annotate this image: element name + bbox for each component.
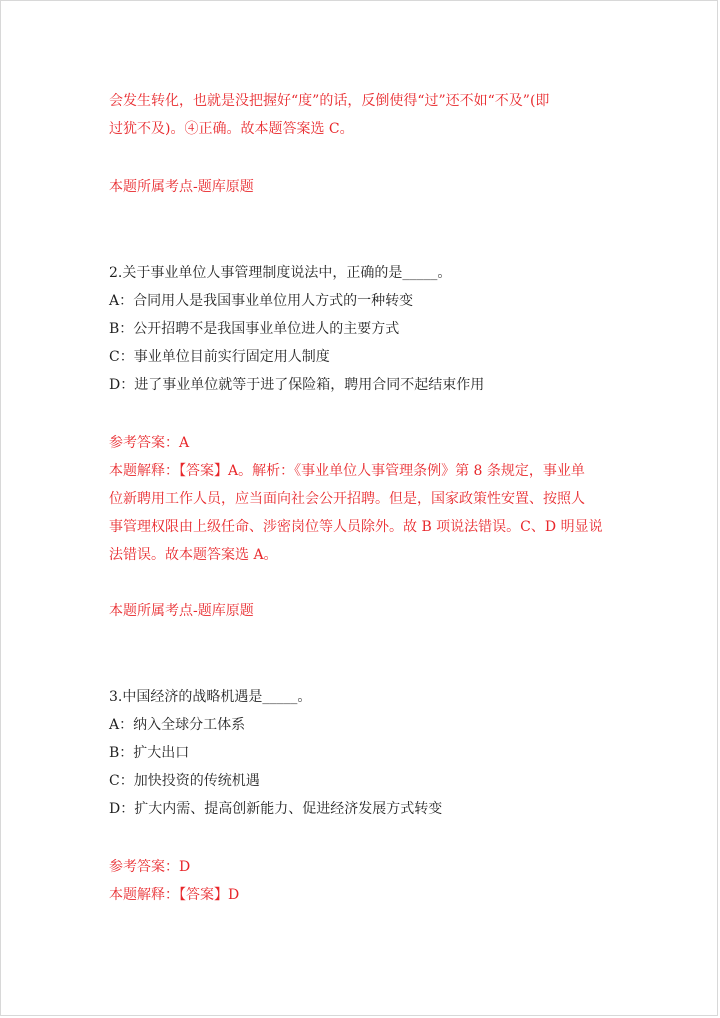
- question-2-option-c: C：事业单位目前实行固定用人制度: [109, 349, 330, 365]
- question-2-answer: 参考答案：A: [109, 435, 190, 451]
- question-3-option-d: D：扩大内需、提高创新能力、促进经济发展方式转变: [109, 801, 443, 817]
- explanation-line: 法错误。故本题答案选 A。: [109, 547, 278, 563]
- question-3-explanation: 本题解释：【答案】D: [109, 887, 240, 903]
- explanation-line: 事管理权限由上级任命、涉密岗位等人员除外。故 B 项说法错误。C、D 明显说: [109, 519, 603, 535]
- question-3-stem: 3.中国经济的战略机遇是_____。: [109, 689, 312, 705]
- prev-explanation-line: 会发生转化，也就是没把握好“度”的话，反倒使得“过”还不如“不及”(即: [109, 93, 550, 109]
- question-2-stem: 2.关于事业单位人事管理制度说法中，正确的是_____。: [109, 265, 452, 281]
- question-2-option-a: A：合同用人是我国事业单位用人方式的一种转变: [109, 293, 414, 309]
- question-3-option-c: C：加快投资的传统机遇: [109, 773, 260, 789]
- question-2-option-b: B：公开招聘不是我国事业单位进人的主要方式: [109, 321, 400, 337]
- question-3-answer: 参考答案：D: [109, 859, 191, 875]
- question-2-source-tag: 本题所属考点-题库原题: [109, 603, 254, 619]
- question-3-option-a: A：纳入全球分工体系: [109, 717, 246, 733]
- prev-explanation-line: 过犹不及)。④正确。故本题答案选 C。: [109, 121, 354, 137]
- question-2-explanation: [109, 457, 613, 569]
- explanation-line: 本题解释：【答案】A。解析：《事业单位人事管理条例》第 8 条规定，事业单: [109, 463, 585, 479]
- question-3-option-b: B：扩大出口: [109, 745, 190, 761]
- source-tag: 本题所属考点-题库原题: [109, 179, 254, 195]
- question-2-option-d: D：进了事业单位就等于进了保险箱，聘用合同不起结束作用: [109, 377, 485, 393]
- explanation-line: 位新聘用工作人员，应当面向社会公开招聘。但是，国家政策性安置、按照人: [109, 491, 585, 507]
- prev-explanation: [109, 87, 613, 143]
